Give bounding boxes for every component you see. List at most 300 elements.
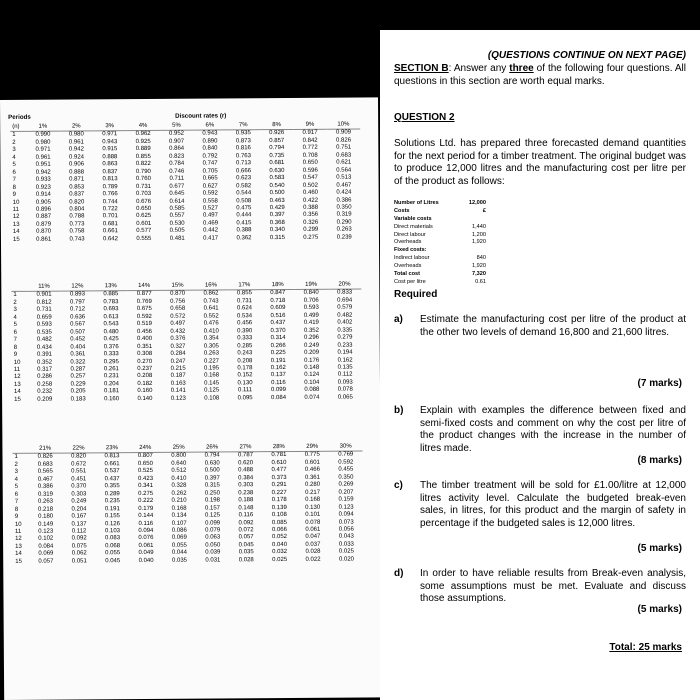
- cost-table: [394, 200, 494, 287]
- factor-cell: 0.905: [35, 199, 51, 206]
- rate-header: 23%: [95, 445, 128, 453]
- factor-cell: 0.482: [36, 336, 52, 343]
- factor-cell: 0.567: [70, 321, 86, 328]
- factor-cell: 0.820: [69, 198, 85, 206]
- factor-cell: 0.469: [202, 220, 219, 227]
- factor-cell: 0.052: [271, 534, 288, 541]
- factor-cell: 0.640: [171, 460, 187, 467]
- factor-cell: 0.792: [202, 153, 218, 160]
- factor-cell: 0.743: [203, 298, 219, 305]
- factor-cell: 0.319: [336, 211, 352, 219]
- rate-header: 27%: [229, 444, 262, 452]
- factor-cell: 0.763: [235, 153, 251, 160]
- period-cell: 4: [12, 154, 16, 161]
- factor-cell: 0.296: [303, 334, 320, 342]
- factor-cell: 0.625: [136, 213, 152, 220]
- factor-cell: 0.807: [137, 453, 153, 460]
- factor-cell: 0.906: [69, 161, 85, 168]
- factor-cell: 0.870: [36, 228, 52, 236]
- rate-header: 18%: [261, 282, 294, 290]
- factor-cell: 0.167: [71, 513, 87, 520]
- factor-cell: 0.423: [137, 475, 154, 482]
- rate-header: 6%: [193, 122, 226, 130]
- factor-cell: 0.645: [169, 190, 185, 197]
- period-cell: 8: [14, 506, 19, 513]
- factor-cell: 0.094: [338, 511, 354, 518]
- factor-cell: 0.942: [68, 146, 84, 153]
- item-c-marks: (5 marks): [637, 543, 682, 554]
- factor-cell: 0.855: [236, 290, 252, 297]
- factor-cell: 0.361: [70, 351, 86, 358]
- factor-cell: 0.507: [70, 329, 86, 336]
- factor-cell: 0.620: [238, 460, 254, 467]
- factor-cell: 0.057: [238, 534, 254, 541]
- total-cost-label: Total cost: [394, 271, 421, 278]
- factor-cell: 0.833: [337, 289, 353, 297]
- factor-cell: 0.137: [270, 372, 286, 379]
- factor-cell: 0.025: [272, 556, 288, 563]
- factor-cell: 0.879: [36, 221, 52, 228]
- item-a-text: Estimate the manufacturing cost per litre of the product at the other two levels of demand 16,800 and 21,600 litres.: [420, 314, 686, 338]
- factor-cell: 0.340: [269, 227, 285, 234]
- factor-cell: 0.160: [137, 388, 153, 395]
- period-cell: 2: [14, 461, 18, 468]
- factor-cell: 0.209: [304, 349, 320, 356]
- rate-header: 14%: [127, 283, 160, 291]
- factor-cell: 0.315: [269, 234, 285, 241]
- factor-cell: 0.028: [305, 549, 321, 556]
- factor-cell: 0.055: [171, 542, 187, 549]
- factor-cell: 0.422: [303, 197, 319, 204]
- factor-cell: 0.187: [170, 373, 186, 380]
- factor-cell: 0.661: [104, 461, 120, 468]
- factor-cell: 0.675: [136, 306, 152, 313]
- item-d-text: In order to have reliable results from Break-even analysis, some assumptions must be met. Evaluate and discuss those assumptions.: [420, 568, 686, 605]
- factor-cell: 0.813: [104, 453, 120, 460]
- item-a-marks: (7 marks): [637, 378, 682, 389]
- factor-cell: 0.362: [236, 235, 252, 242]
- factor-cell: 0.355: [104, 483, 120, 490]
- factor-cell: 0.290: [336, 219, 352, 226]
- factor-cell: 0.194: [337, 349, 353, 356]
- factor-cell: 0.614: [169, 198, 185, 205]
- factor-cell: 0.467: [336, 182, 352, 189]
- factor-cell: 0.162: [270, 364, 286, 372]
- period-cell: 5: [12, 162, 16, 169]
- factor-cell: 0.577: [136, 228, 152, 235]
- factor-cell: 0.820: [71, 453, 87, 460]
- cost-row: [394, 232, 494, 240]
- factor-cell: 0.057: [38, 558, 54, 565]
- factor-cell: 0.822: [135, 161, 151, 168]
- factor-cell: 0.592: [136, 313, 152, 320]
- factor-cell: 0.351: [137, 343, 153, 350]
- period-cell: 9: [12, 191, 17, 198]
- factor-cell: 0.621: [336, 159, 352, 166]
- factor-cell: 0.095: [237, 395, 253, 402]
- rate-header: 10%: [327, 121, 361, 129]
- factor-cell: 0.658: [170, 306, 186, 313]
- factor-cell: 0.789: [102, 183, 118, 190]
- factor-cell: 0.877: [136, 291, 152, 298]
- factor-cell: 0.481: [169, 235, 185, 242]
- factor-cell: 0.952: [168, 131, 185, 138]
- factor-cell: 0.195: [203, 365, 220, 372]
- factor-cell: 0.508: [236, 197, 252, 204]
- factor-cell: 0.263: [336, 226, 352, 233]
- factor-cell: 0.837: [102, 168, 118, 176]
- cost-row-value: 1,440: [472, 223, 486, 230]
- factor-cell: 0.063: [205, 534, 221, 542]
- factor-cell: 0.257: [70, 373, 86, 380]
- factor-cell: 0.352: [303, 327, 319, 334]
- factor-cell: 0.397: [204, 475, 220, 482]
- period-cell: 3: [12, 147, 16, 154]
- factor-cell: 0.352: [36, 359, 53, 366]
- factor-cell: 0.083: [105, 535, 121, 542]
- factor-cell: 0.429: [269, 204, 285, 212]
- n-label: [12, 446, 28, 454]
- factor-cell: 0.285: [237, 342, 253, 349]
- rate-header: 5%: [160, 123, 193, 131]
- factor-cell: 0.980: [35, 139, 51, 146]
- factor-cell: 0.909: [335, 130, 352, 137]
- cost-row-label: Direct labour: [394, 231, 426, 238]
- period-cell: 11: [12, 206, 20, 213]
- factor-cell: 0.168: [171, 505, 187, 512]
- factor-cell: 0.712: [70, 306, 86, 313]
- factor-cell: 0.718: [270, 297, 286, 305]
- period-cell: 14: [15, 551, 22, 558]
- factor-cell: 0.157: [204, 505, 221, 512]
- costs-unit: £: [482, 207, 486, 214]
- period-cell: 8: [12, 184, 16, 191]
- factor-cell: 0.980: [68, 131, 84, 138]
- factor-cell: 0.676: [136, 198, 152, 205]
- factor-cell: 0.159: [338, 496, 354, 503]
- factor-cell: 0.404: [70, 344, 86, 351]
- factor-cell: 0.410: [171, 475, 187, 482]
- cost-per-litre-label: Cost per litre: [394, 278, 426, 285]
- factor-cell: 0.488: [238, 467, 254, 474]
- factor-cell: 0.722: [102, 206, 118, 213]
- factor-cell: 0.537: [104, 468, 120, 475]
- factor-cell: 0.085: [271, 519, 287, 526]
- period-cell: 8: [13, 344, 18, 351]
- factor-cell: 0.055: [105, 550, 121, 557]
- factor-cell: 0.636: [70, 314, 86, 321]
- cost-row-value: 840: [476, 255, 486, 262]
- question-title: QUESTION 2: [394, 112, 455, 123]
- factor-cell: 0.225: [270, 350, 286, 357]
- factor-cell: 0.784: [169, 160, 185, 168]
- rate-header: 2%: [60, 123, 93, 131]
- factor-cell: 0.889: [135, 146, 151, 153]
- discount-table-page: [0, 97, 382, 700]
- period-cell: 7: [12, 177, 16, 184]
- factor-cell: 0.743: [69, 236, 85, 243]
- fixed-heading: Fixed costs:: [394, 247, 427, 254]
- factor-cell: 0.116: [138, 520, 154, 527]
- factor-cell: 0.295: [103, 358, 119, 365]
- factor-cell: 0.482: [337, 312, 353, 319]
- factor-cell: 0.613: [103, 313, 119, 321]
- factor-cell: 0.130: [237, 380, 253, 387]
- item-b-marks: (8 marks): [637, 455, 682, 466]
- continue-note: (QUESTIONS CONTINUE ON NEXT PAGE): [487, 50, 686, 61]
- factor-cell: 0.335: [337, 327, 353, 334]
- factor-cell: 0.951: [35, 161, 51, 169]
- item-a: [394, 314, 686, 339]
- factor-cell: 0.229: [70, 381, 86, 388]
- factor-cell: 0.176: [304, 357, 320, 364]
- factor-cell: 0.124: [304, 372, 320, 379]
- factor-cell: 0.065: [337, 394, 353, 401]
- factor-cell: 0.961: [68, 139, 84, 146]
- factor-cell: 0.794: [269, 145, 285, 152]
- factor-cell: 0.040: [272, 541, 288, 549]
- factor-cell: 0.086: [171, 527, 187, 534]
- factor-cell: 0.020: [338, 556, 355, 563]
- factor-cell: 0.327: [170, 343, 186, 350]
- factor-cell: 0.862: [203, 290, 219, 298]
- factor-cell: 0.583: [269, 175, 285, 182]
- factor-cell: 0.665: [202, 175, 218, 182]
- period-cell: 9: [13, 351, 18, 358]
- factor-cell: 0.543: [103, 321, 119, 328]
- period-cell: 11: [14, 528, 22, 535]
- cost-row: [394, 224, 494, 232]
- factor-cell: 0.232: [37, 388, 53, 396]
- factor-cell: 0.116: [271, 379, 286, 387]
- factor-cell: 0.558: [202, 198, 218, 205]
- rate-header: 28%: [262, 444, 295, 452]
- factor-cell: 0.477: [271, 467, 287, 474]
- factor-cell: 0.772: [302, 145, 318, 152]
- factor-cell: 0.942: [35, 169, 51, 176]
- factor-cell: 0.035: [171, 557, 188, 564]
- discount-table-block-1: [10, 121, 361, 244]
- factor-cell: 0.840: [202, 145, 218, 152]
- factor-cell: 0.179: [138, 505, 154, 512]
- factor-cell: 0.350: [338, 474, 354, 481]
- section-title: SECTION B: [394, 63, 449, 74]
- factor-cell: 0.544: [236, 190, 252, 197]
- period-cell: 2: [12, 139, 16, 146]
- item-b-text: Explain with examples the difference between fixed and semi-fixed costs and comment on why the cost per litre of the product changes with the increase in the number of litres made.: [420, 405, 686, 454]
- factor-cell: 0.756: [170, 298, 186, 305]
- factor-cell: 0.847: [270, 290, 286, 297]
- factor-cell: 0.328: [171, 482, 187, 490]
- factor-cell: 0.111: [237, 387, 253, 394]
- factor-cell: 0.062: [71, 550, 87, 557]
- factor-cell: 0.303: [71, 491, 87, 498]
- period-cell: 10: [13, 359, 21, 366]
- factor-cell: 0.943: [102, 139, 118, 146]
- factor-cell: 0.305: [203, 343, 219, 350]
- factor-cell: 0.040: [138, 557, 154, 564]
- factor-cell: 0.289: [104, 490, 120, 497]
- factor-cell: 0.826: [336, 137, 352, 144]
- period-cell: 12: [13, 374, 21, 381]
- cost-row-value: 1,920: [472, 239, 486, 246]
- period-cell: 13: [15, 543, 22, 550]
- factor-cell: 0.092: [238, 519, 254, 526]
- factor-cell: 0.530: [169, 220, 185, 227]
- rate-header: 29%: [296, 444, 329, 452]
- factor-cell: 0.630: [204, 460, 220, 467]
- factor-cell: 0.505: [169, 228, 185, 235]
- factor-cell: 0.705: [202, 168, 218, 175]
- factor-cell: 0.319: [37, 491, 53, 498]
- factor-cell: 0.125: [205, 512, 221, 519]
- period-cell: 10: [14, 521, 22, 528]
- factor-cell: 0.208: [237, 357, 253, 364]
- item-d-letter: d): [394, 568, 404, 579]
- factor-cell: 0.073: [338, 519, 354, 526]
- variable-cost-rows: [394, 224, 494, 248]
- factor-cell: 0.609: [270, 305, 286, 312]
- factor-cell: 0.552: [203, 313, 219, 320]
- factor-cell: 0.926: [269, 130, 285, 137]
- factor-cell: 0.227: [203, 358, 220, 365]
- factor-cell: 0.650: [137, 460, 153, 467]
- factor-cell: 0.933: [35, 176, 51, 183]
- factor-cell: 0.794: [204, 452, 220, 460]
- cost-row: [394, 263, 494, 271]
- factor-cell: 0.373: [271, 474, 287, 481]
- factor-cell: 0.126: [104, 520, 120, 527]
- factor-cell: 0.683: [336, 152, 352, 159]
- factor-cell: 0.266: [270, 342, 286, 349]
- variable-heading: Variable costs: [394, 215, 432, 222]
- factor-cell: 0.068: [105, 543, 121, 550]
- factor-cell: 0.123: [338, 504, 354, 511]
- factor-cell: 0.386: [336, 197, 352, 204]
- factor-cell: 0.384: [238, 475, 254, 482]
- cost-row-label: Indirect labour: [394, 255, 430, 262]
- rate-header: 22%: [62, 445, 95, 453]
- factor-cell: 0.341: [138, 483, 154, 490]
- factor-cell: 0.108: [204, 395, 220, 402]
- factor-cell: 0.141: [170, 388, 186, 395]
- factor-cell: 0.315: [204, 482, 220, 489]
- factor-cell: 0.262: [171, 490, 187, 497]
- cost-row: [394, 239, 494, 247]
- factor-cell: 0.630: [269, 167, 285, 174]
- factor-cell: 0.681: [102, 221, 118, 228]
- factor-cell: 0.237: [137, 365, 153, 373]
- factor-cell: 0.747: [202, 160, 218, 167]
- factor-cell: 0.870: [170, 291, 186, 298]
- factor-cell: 0.180: [38, 513, 54, 520]
- factor-cell: 0.099: [270, 387, 286, 394]
- factor-cell: 0.108: [271, 512, 287, 519]
- factor-cell: 0.766: [102, 191, 118, 198]
- factor-cell: 0.758: [69, 228, 85, 235]
- factor-cell: 0.162: [337, 357, 353, 364]
- factor-cell: 0.885: [103, 291, 119, 298]
- factor-cell: 0.896: [35, 206, 51, 213]
- factor-cell: 0.419: [303, 320, 319, 327]
- factor-cell: 0.178: [271, 497, 287, 504]
- factor-cell: 0.056: [338, 526, 354, 533]
- n-label: (n): [10, 124, 26, 132]
- factor-cell: 0.308: [137, 351, 153, 358]
- item-c-text: The timber treatment will be sold for £1.00/litre at 12,000 litres activity level. Calculate the budgeted break-even sales, in litres, for this product and the margin of safety in percentage if the budgeted sales is 12,000 litres.: [420, 480, 686, 529]
- discount-table-header: [0, 111, 378, 121]
- factor-cell: 0.746: [169, 168, 185, 175]
- factor-cell: 0.390: [237, 327, 253, 335]
- factor-cell: 0.593: [36, 321, 52, 329]
- period-cell: 1: [13, 292, 17, 299]
- factor-cell: 0.452: [70, 336, 86, 343]
- factor-cell: 0.812: [36, 299, 52, 306]
- factor-cell: 0.388: [236, 227, 252, 234]
- factor-cell: 0.075: [71, 543, 87, 550]
- factor-cell: 0.572: [170, 313, 186, 320]
- item-d-marks: (5 marks): [637, 604, 682, 615]
- factor-cell: 0.672: [71, 461, 87, 468]
- factor-cell: 0.787: [238, 452, 254, 459]
- factor-cell: 0.623: [236, 175, 252, 182]
- factor-cell: 0.044: [171, 550, 187, 557]
- rate-header: 12%: [61, 283, 94, 291]
- factor-cell: 0.043: [338, 533, 354, 541]
- rate-header: 25%: [162, 445, 195, 453]
- factor-cell: 0.708: [302, 152, 318, 159]
- cost-row-value: 1,200: [472, 231, 486, 238]
- factor-cell: 0.601: [136, 220, 152, 227]
- factor-cell: 0.102: [38, 536, 54, 543]
- factor-cell: 0.263: [37, 498, 54, 505]
- factor-cell: 0.099: [205, 520, 221, 527]
- rate-header: 1%: [26, 124, 59, 132]
- factor-cell: 0.592: [202, 190, 218, 197]
- factor-cell: 0.125: [204, 387, 220, 394]
- factor-cell: 0.650: [302, 160, 318, 167]
- factor-cell: 0.284: [170, 350, 186, 357]
- factor-cell: 0.661: [102, 228, 118, 235]
- factor-cell: 0.135: [337, 364, 353, 371]
- item-d: [394, 568, 686, 606]
- factor-cell: 0.582: [236, 182, 252, 189]
- factor-cell: 0.534: [237, 313, 253, 320]
- item-a-letter: a): [394, 314, 403, 325]
- factor-cell: 0.797: [69, 299, 86, 306]
- factor-cell: 0.781: [271, 452, 287, 459]
- factor-cell: 0.022: [305, 556, 321, 563]
- costs-label: Costs: [394, 207, 410, 214]
- factor-cell: 0.923: [35, 184, 51, 191]
- factor-cell: 0.901: [36, 292, 52, 299]
- cost-header-label: Number of Litres: [394, 200, 439, 206]
- factor-cell: 0.072: [238, 527, 254, 534]
- factor-cell: 0.557: [169, 213, 185, 220]
- factor-cell: 0.410: [203, 328, 219, 335]
- factor-cell: 0.181: [103, 388, 120, 395]
- factor-cell: 0.270: [137, 358, 153, 365]
- factor-cell: 0.424: [336, 189, 352, 196]
- factor-cell: 0.971: [35, 147, 51, 154]
- factor-cell: 0.864: [169, 146, 185, 153]
- factor-cell: 0.601: [304, 459, 320, 466]
- rate-header: 11%: [27, 284, 60, 292]
- factor-cell: 0.863: [102, 161, 118, 168]
- factor-cell: 0.148: [238, 504, 254, 511]
- factor-cell: 0.593: [303, 305, 319, 312]
- factor-cell: 0.853: [69, 184, 85, 191]
